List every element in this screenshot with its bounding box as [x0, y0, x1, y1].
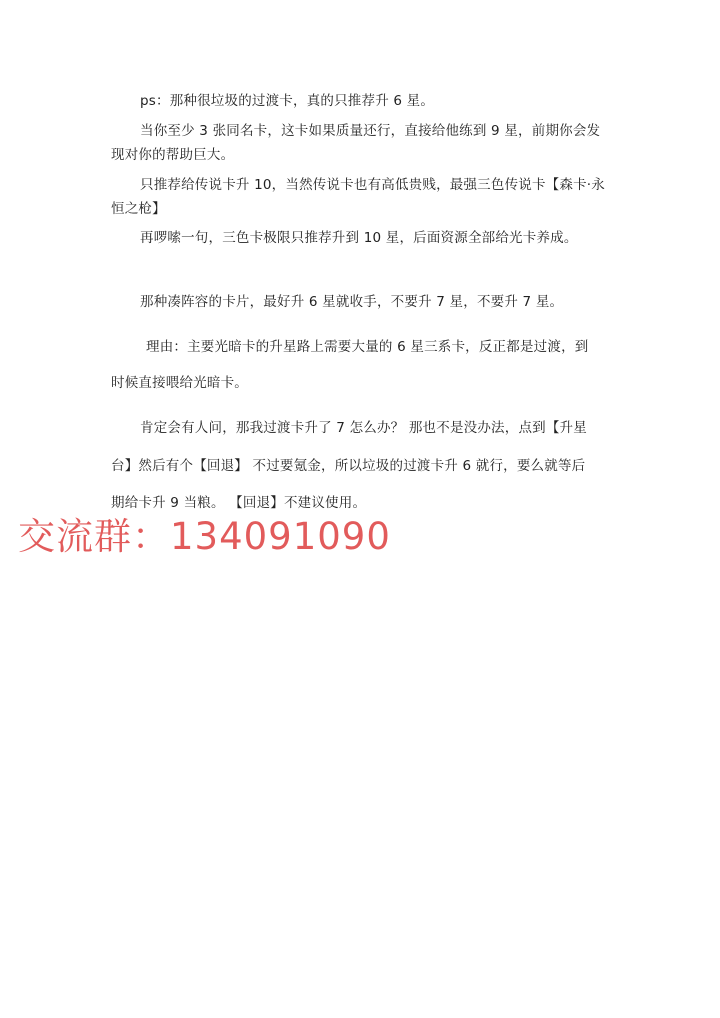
watermark-text: 交流群：134091090: [18, 515, 391, 558]
paragraph-line: 当你至少 3 张同名卡，这卡如果质量还行，直接给他练到 9 星，前期你会发: [140, 123, 601, 139]
paragraph-line: 期给卡升 9 当粮。 【回退】不建议使用。: [111, 495, 367, 511]
paragraph-line: 时候直接喂给光暗卡。: [111, 375, 248, 391]
paragraph-line: 现对你的帮助巨大。: [111, 147, 235, 163]
paragraph-line: 再啰嗦一句，三色卡极限只推荐升到 10 星，后面资源全部给光卡养成。: [140, 230, 578, 246]
paragraph-line: 肯定会有人问，那我过渡卡升了 7 怎么办？ 那也不是没办法，点到【升星: [140, 420, 587, 436]
paragraph-line: 只推荐给传说卡升 10，当然传说卡也有高低贵贱，最强三色传说卡【森卡·永: [140, 177, 605, 193]
paragraph-line: 那种凑阵容的卡片，最好升 6 星就收手，不要升 7 星，不要升 7 星。: [140, 294, 564, 310]
paragraph-line: 台】然后有个【回退】 不过要氪金，所以垃圾的过渡卡升 6 就行，要么就等后: [111, 458, 586, 474]
paragraph-line: 恒之枪】: [111, 201, 166, 217]
paragraph-line: ps：那种很垃圾的过渡卡，真的只推荐升 6 星。: [140, 93, 435, 109]
paragraph-line: 理由：主要光暗卡的升星路上需要大量的 6 星三系卡，反正都是过渡，到: [146, 339, 589, 355]
